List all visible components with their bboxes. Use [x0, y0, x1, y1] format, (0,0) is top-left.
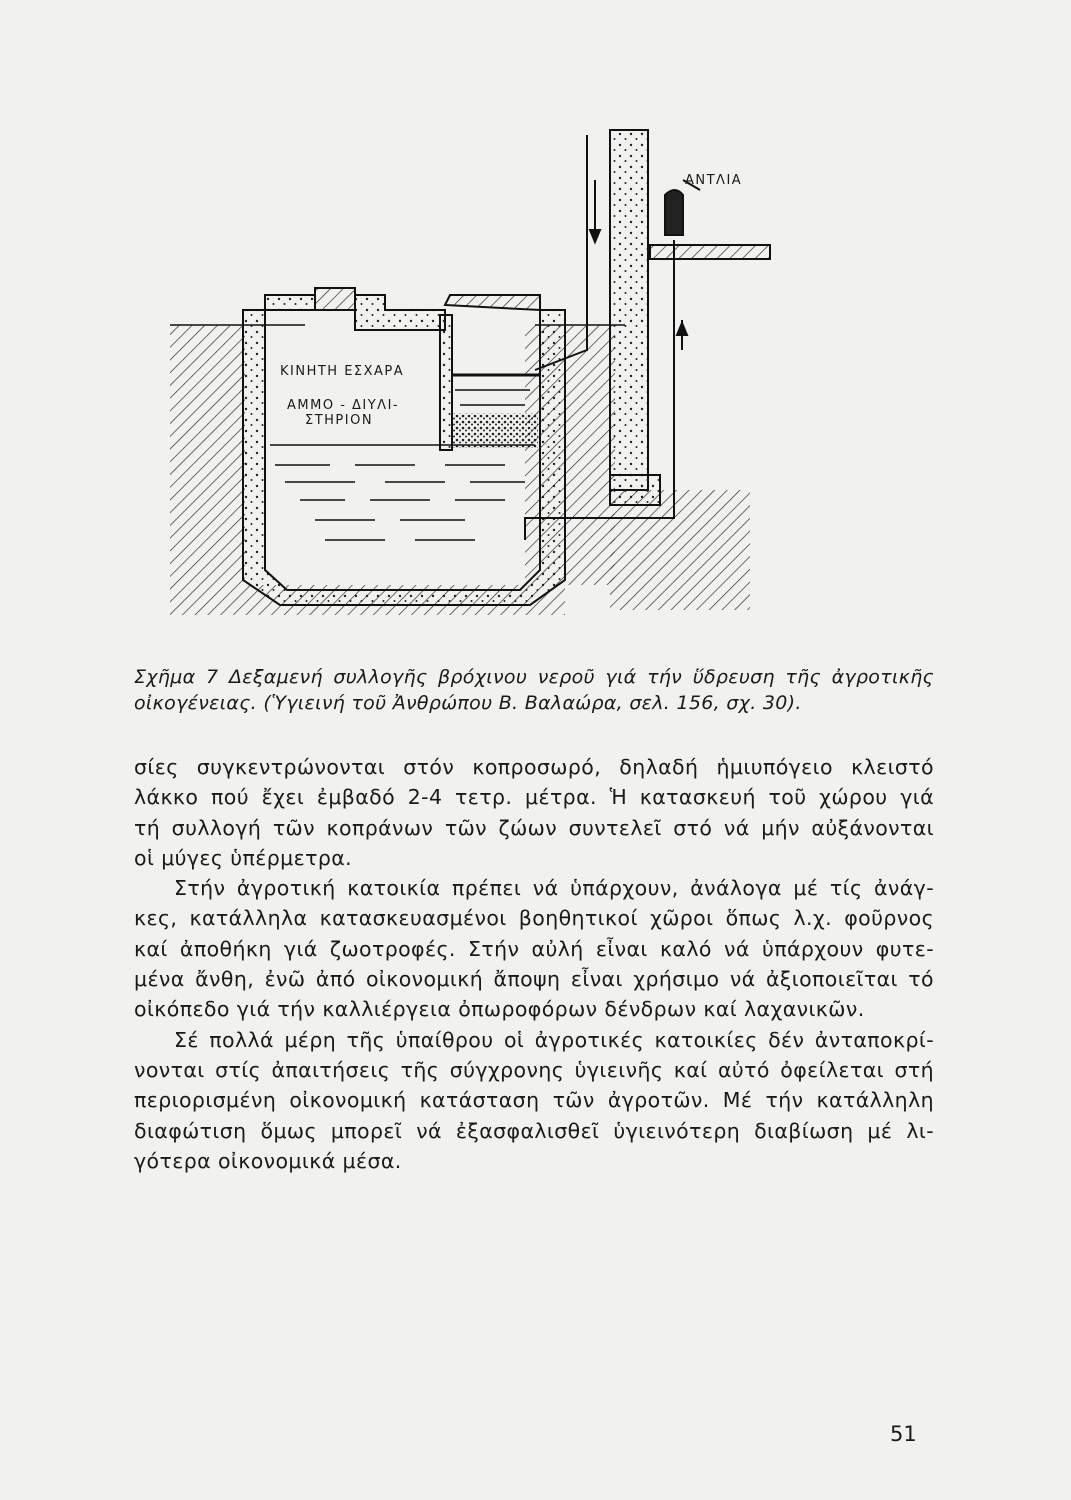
- text-line: περιορισμένη οἰκονομική κατάσταση τῶν ἀγροτῶν. Μέ τήν κατάλληλη: [134, 1088, 934, 1113]
- text-line: γότερα οἰκονομικά μέσα.: [134, 1148, 402, 1173]
- caption-line: Σχῆμα 7 Δεξαμενή συλλογῆς βρόχινου νεροῦ γιά τήν ὕδρευση τῆς ἀγροτικῆς: [134, 666, 934, 688]
- text-line: λάκκο πού ἔχει ἐμβαδό 2-4 τετρ. μέτρα. Ἡ κατασκευή τοῦ χώρου γιά: [134, 785, 934, 810]
- text-line: Στήν ἀγροτική κατοικία πρέπει νά ὑπάρχουν, ἀνάλογα μέ τίς ἀνάγ-: [174, 876, 934, 901]
- label-pump: ΑΝΤΛΙΑ: [685, 173, 743, 188]
- paragraph: [134, 1025, 934, 1176]
- label-movable-grate: ΚΙΝΗΤΗ ΕΣΧΑΡΑ: [280, 364, 405, 379]
- paragraph: [134, 873, 934, 1024]
- text-line: μένα ἄνθη, ἐνῶ ἀπό οἰκονομική ἄποψη εἶναι χρήσιμο νά ἀξιοποιεῖται τό: [134, 967, 934, 992]
- cistern-figure: [155, 120, 955, 630]
- text-line: Σέ πολλά μέρη τῆς ὑπαίθρου οἱ ἀγροτικές κατοικίες δέν ἀνταποκρί-: [174, 1027, 934, 1052]
- paragraph: [134, 752, 934, 873]
- figure-caption: [134, 664, 934, 716]
- text-line: καί ἀποθήκη γιά ζωοτροφές. Στήν αὐλή εἶναι καλό νά ὑπάρχουν φυτε-: [134, 936, 934, 961]
- text-line: σίες συγκεντρώνονται στόν κοπροσωρό, δηλαδή ἡμιυπόγειο κλειστό: [134, 755, 934, 779]
- caption-line: οἰκογένειας. (Ὑγιεινή τοῦ Ἀνθρώπου Β. Βαλαώρα, σελ. 156, σχ. 30).: [134, 692, 802, 714]
- text-line: οἱ μύγες ὑπέρμετρα.: [134, 845, 353, 870]
- sand-filter: [453, 413, 538, 448]
- text-line: κες, κατάλληλα κατασκευασμένοι βοηθητικοί χῶροι ὅπως λ.χ. φοῦρνος: [134, 906, 934, 931]
- page-number: 51: [890, 1422, 917, 1446]
- label-sand-filter-1: ΑΜΜΟ - ΔΙΥΛΙ-: [287, 398, 400, 413]
- text-line: διαφώτιση ὅμως μπορεῖ νά ἐξασφαλισθεῖ ὑγιεινότερη διαβίωση μέ λι-: [134, 1118, 934, 1143]
- label-sand-filter-2: ΣΤΗΡΙΟΝ: [305, 413, 374, 428]
- text-line: νονται στίς ἀπαιτήσεις τῆς σύγχρονης ὑγιεινῆς καί αὐτό ὀφείλεται στή: [134, 1057, 934, 1082]
- text-line: οἰκόπεδο γιά τήν καλλιέργεια ὀπωροφόρων δένδρων καί λαχανικῶν.: [134, 997, 865, 1022]
- text-line: τή συλλογή τῶν κοπράνων τῶν ζώων συντελεῖ στό νά μήν αὐξάνονται: [134, 815, 934, 840]
- body-text: [134, 752, 934, 1176]
- cistern-diagram: [155, 120, 955, 630]
